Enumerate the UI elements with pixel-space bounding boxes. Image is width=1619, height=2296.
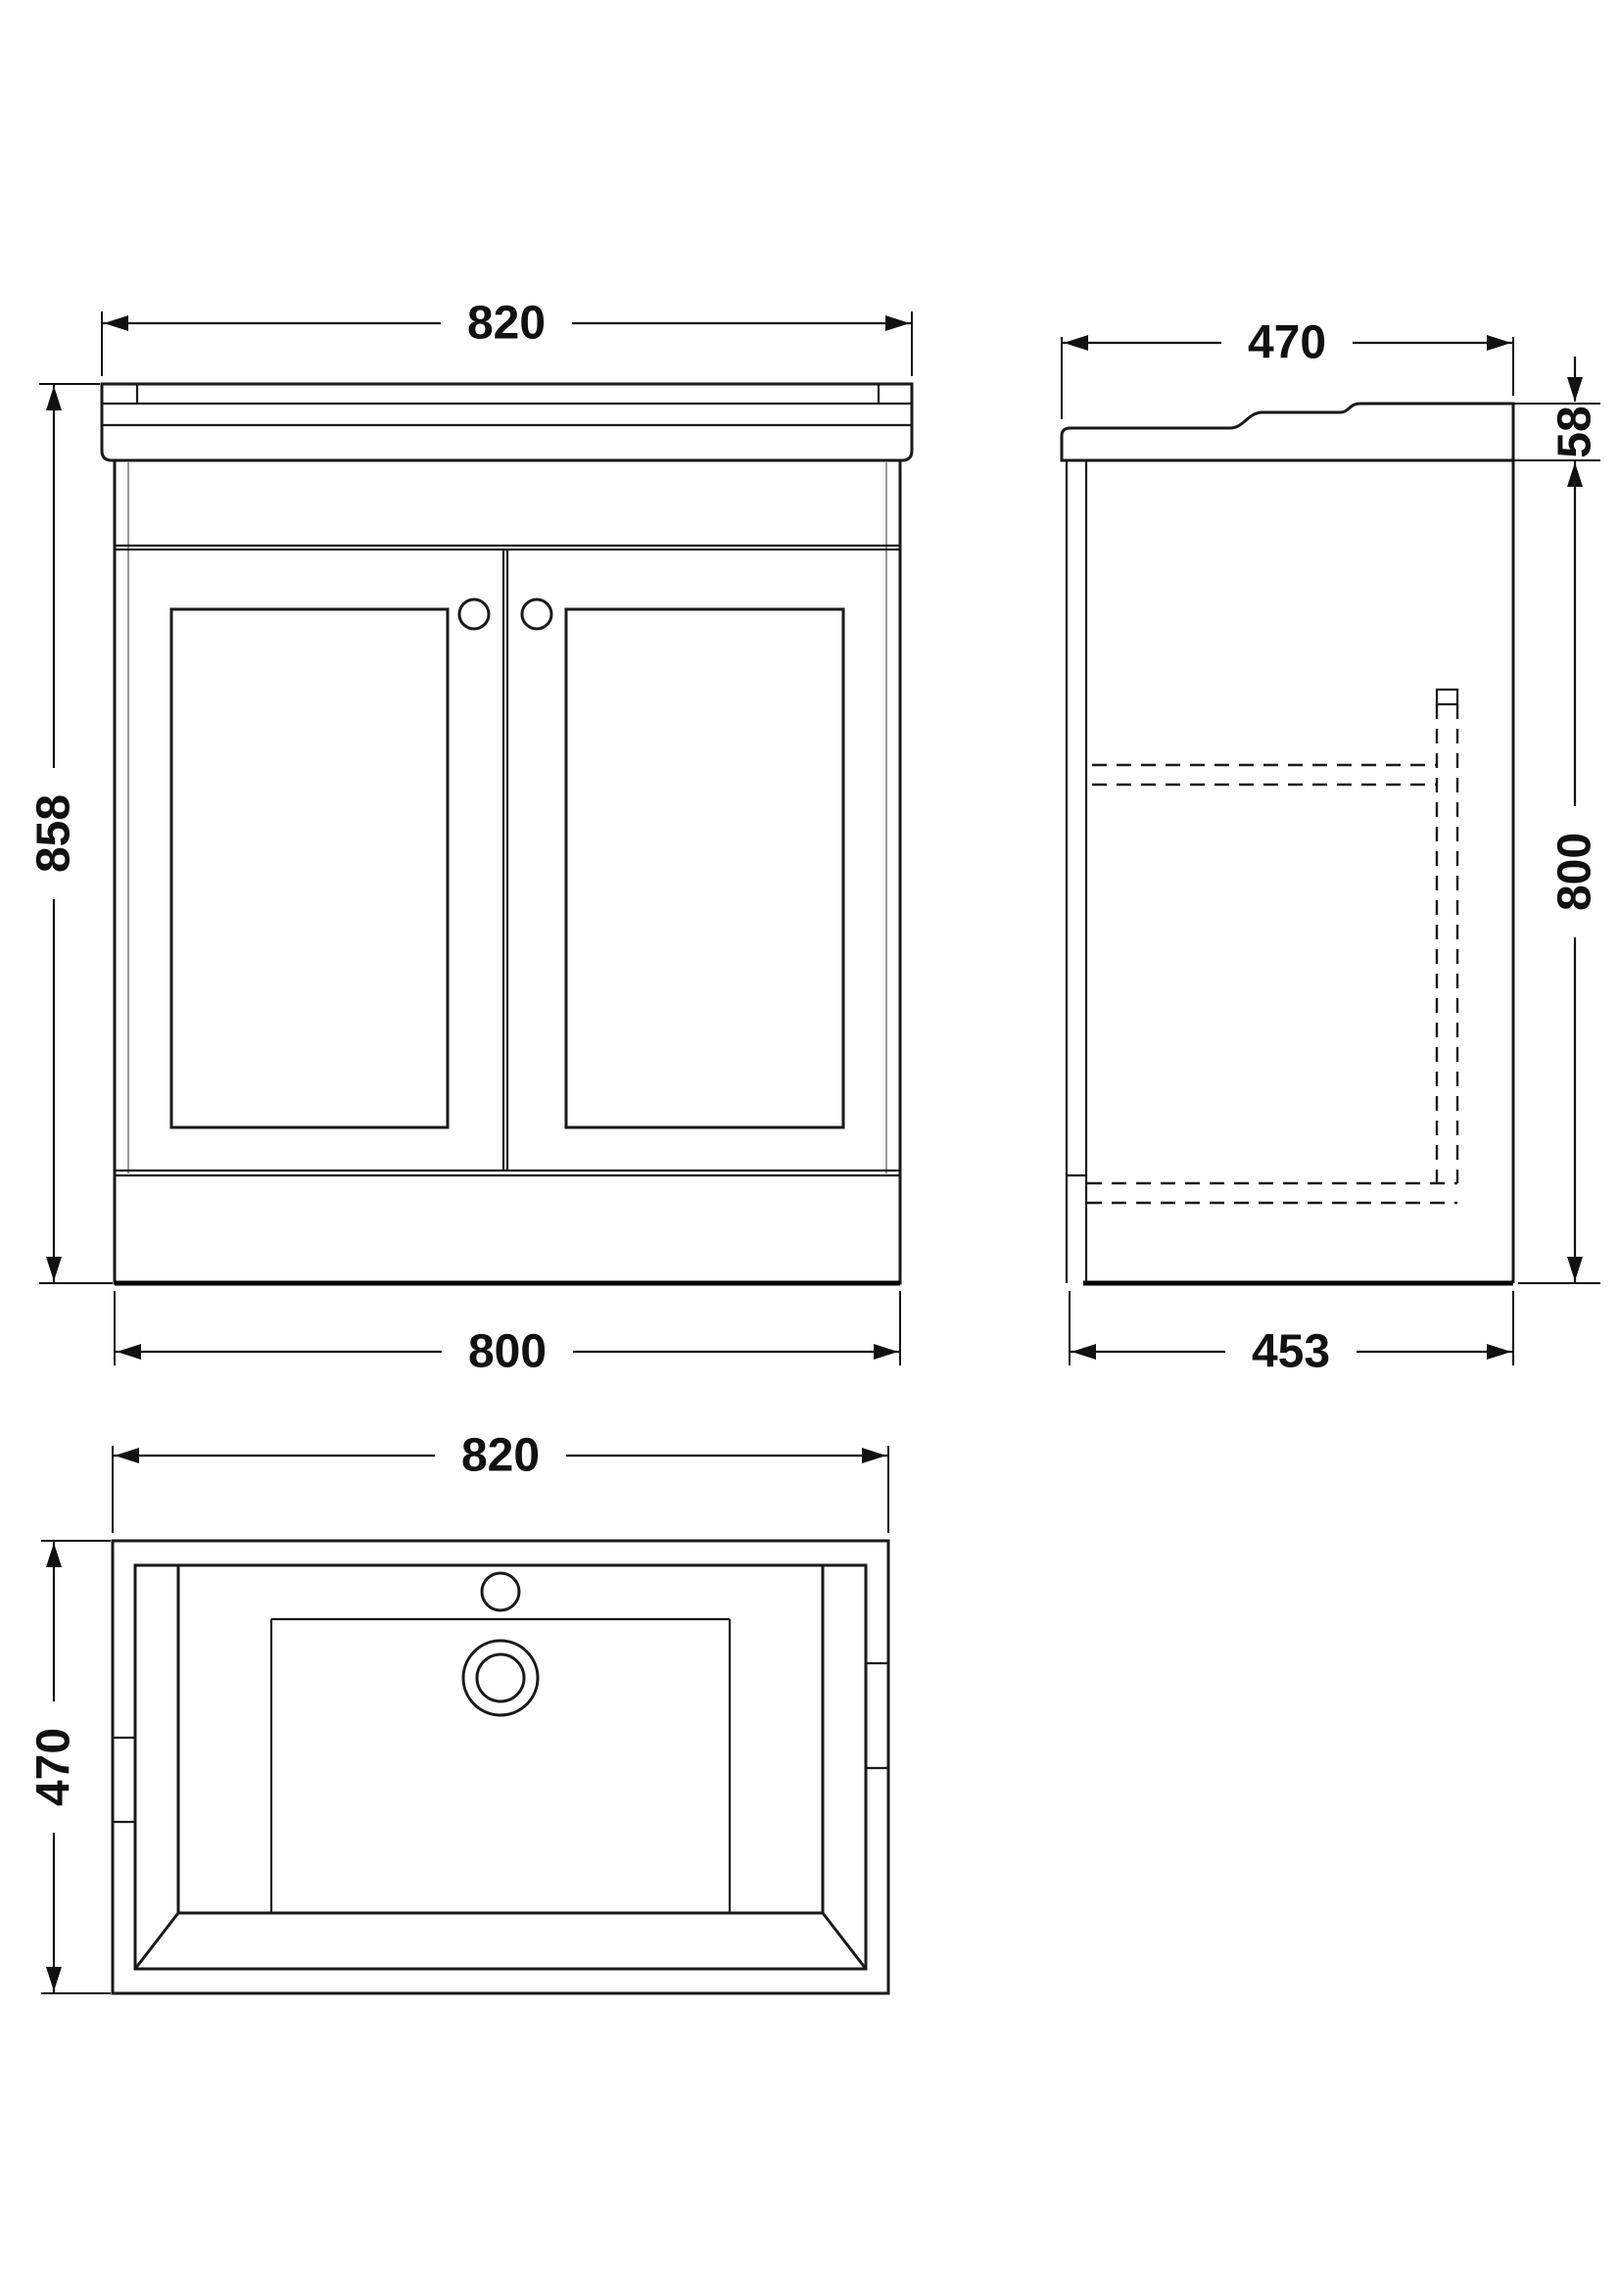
plan-dim-depth-overall bbox=[28, 1541, 112, 1993]
arrowhead-bottom bbox=[46, 1967, 62, 1991]
bowl-corner-diagonal-right bbox=[823, 1913, 866, 1969]
arrowhead-left bbox=[1071, 1344, 1096, 1360]
door-knob-left bbox=[459, 599, 489, 629]
dim-label-820: 820 bbox=[466, 297, 547, 350]
front-elevation-view bbox=[28, 298, 913, 1378]
door-panel-right bbox=[566, 609, 843, 1127]
plan-view bbox=[28, 1430, 889, 1994]
dim-label-800: 800 bbox=[1548, 832, 1601, 912]
side-worktop bbox=[1062, 404, 1513, 460]
plan-basin-bowl bbox=[135, 1565, 866, 1969]
arrowhead-left bbox=[104, 315, 128, 331]
front-dim-width-overall bbox=[102, 298, 912, 377]
worktop-outline bbox=[102, 384, 912, 460]
arrowhead-bottom bbox=[1567, 1257, 1583, 1281]
worktop-profile bbox=[1062, 404, 1513, 460]
door-knob-right bbox=[522, 599, 551, 629]
bowl-corner-diagonal-left bbox=[135, 1913, 178, 1969]
arrowhead-right bbox=[1487, 1344, 1511, 1360]
front-dim-width-cabinet bbox=[115, 1291, 900, 1378]
arrowhead-left bbox=[1064, 335, 1088, 351]
rotated-label-group bbox=[1549, 406, 1601, 457]
door-panel-left bbox=[171, 609, 448, 1127]
rotated-label-group bbox=[28, 1701, 80, 1833]
back-panel-top-cap bbox=[1437, 690, 1457, 704]
arrowhead-left bbox=[117, 1344, 141, 1360]
arrowhead-right bbox=[885, 315, 910, 331]
arrowhead-top bbox=[46, 386, 62, 410]
plan-basin-rim bbox=[135, 1565, 866, 1969]
front-worktop bbox=[102, 384, 912, 460]
arrowhead-top bbox=[1567, 462, 1583, 487]
dim-label-800: 800 bbox=[467, 1325, 548, 1378]
arrowhead-right bbox=[874, 1344, 898, 1360]
waste-hole-outer bbox=[463, 1641, 538, 1715]
rotated-label-group bbox=[1549, 806, 1601, 937]
rotated-label-group bbox=[28, 768, 80, 899]
side-cabinet bbox=[1067, 404, 1513, 1283]
dim-label-470: 470 bbox=[1247, 316, 1327, 369]
tap-hole bbox=[482, 1573, 519, 1610]
arrowhead-left bbox=[115, 1448, 139, 1463]
plan-countertop-outline bbox=[113, 1541, 888, 1993]
dim-label-470: 470 bbox=[27, 1727, 80, 1807]
front-dim-height-overall bbox=[28, 384, 114, 1283]
arrowhead-down bbox=[1567, 377, 1583, 402]
arrowhead-top bbox=[46, 1543, 62, 1567]
side-dim-cabinet-height bbox=[1518, 460, 1601, 1283]
arrowhead-right bbox=[1487, 335, 1511, 351]
dim-label-58: 58 bbox=[1548, 406, 1601, 458]
dim-label-858: 858 bbox=[27, 793, 80, 874]
arrowhead-bottom bbox=[46, 1257, 62, 1281]
front-cabinet bbox=[115, 460, 900, 1283]
dim-label-820: 820 bbox=[460, 1429, 541, 1482]
side-elevation-view bbox=[1062, 317, 1601, 1378]
waste-hole-inner bbox=[477, 1654, 524, 1701]
side-dim-worktop-thickness bbox=[1513, 357, 1601, 460]
dim-label-453: 453 bbox=[1251, 1325, 1331, 1378]
plan-dim-width-overall bbox=[113, 1430, 888, 1534]
arrowhead-right bbox=[862, 1448, 886, 1463]
side-dim-cabinet-depth bbox=[1070, 1291, 1513, 1378]
